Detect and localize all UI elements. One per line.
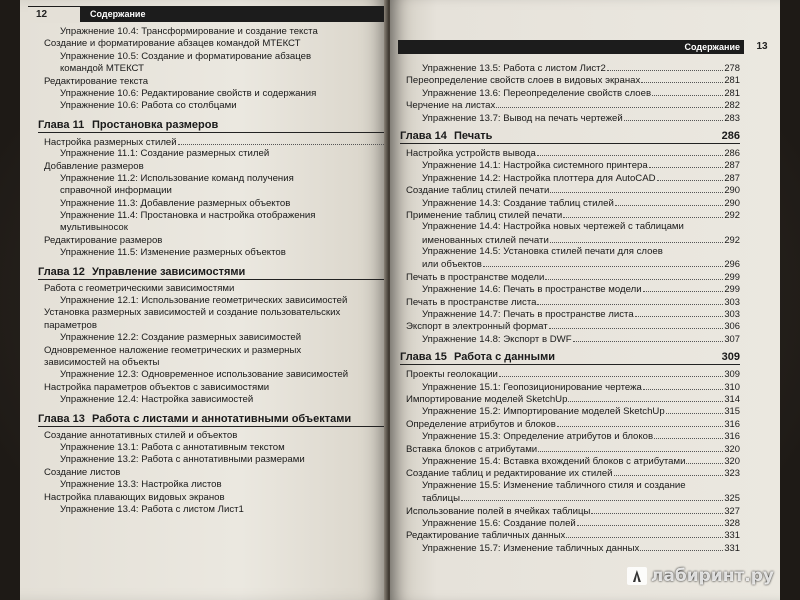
leader-dots: [245, 504, 389, 512]
toc-entry: [400, 505, 740, 517]
chapter-number: Глава 15: [400, 351, 447, 364]
toc-entry: [400, 184, 740, 196]
toc-entry: [400, 517, 740, 529]
toc-entry-page: 310: [724, 380, 740, 392]
toc-entry: [38, 430, 390, 442]
toc-entry: [38, 210, 390, 222]
toc-entry: [400, 172, 740, 184]
chapter-heading: [400, 129, 740, 144]
toc-entry: [38, 136, 390, 148]
leader-dots: [316, 210, 389, 218]
toc-entry-text: Упражнение 14.1: Настройка системного принтера: [422, 160, 648, 172]
toc-entry-text: Упражнение 13.2: Работа с аннотативными размерами: [60, 454, 305, 466]
toc-entry-page: 331: [724, 541, 740, 553]
toc-entry: [38, 492, 390, 504]
chapter-title: Простановка размеров: [92, 118, 219, 131]
toc-entry: [38, 51, 390, 63]
leader-dots: [173, 185, 389, 193]
toc-entry: [38, 76, 390, 88]
toc-entry-text: Упражнение 10.6: Работа со столбцами: [60, 100, 237, 112]
leader-dots: [549, 320, 724, 329]
toc-entry-text: Упражнение 12.2: Создание размерных зависимостей: [60, 332, 302, 344]
chapter-page: 309: [721, 351, 740, 364]
leader-dots: [286, 442, 389, 450]
chapter-heading: [400, 350, 740, 365]
toc-entry-text: Проекты геолокации: [406, 369, 498, 381]
toc-entry-page: 281: [724, 74, 740, 86]
toc-entry: [400, 62, 740, 74]
toc-entry-text: таблицы: [422, 493, 461, 505]
toc-entry: [38, 235, 390, 247]
leader-dots: [254, 394, 389, 402]
watermark: [627, 566, 774, 586]
toc-entry-page: 325: [724, 492, 740, 504]
toc-entry-text: Использование полей в ячейках таблицы: [406, 505, 591, 517]
toc-entry: [400, 99, 740, 111]
left-page-number: 12: [28, 7, 80, 23]
toc-entry: [38, 504, 390, 516]
toc-entry: [400, 87, 740, 99]
toc-entry-page: 316: [724, 417, 740, 429]
toc-entry: [400, 74, 740, 86]
toc-entry: [400, 296, 740, 308]
toc-entry-text: Настройка плавающих видовых экранов: [44, 491, 225, 503]
toc-entry-page: 309: [724, 368, 740, 380]
toc-entry-text: справочной информации: [60, 185, 172, 197]
chapter-number: Глава 14: [400, 129, 447, 142]
toc-entry-text: Вставка блоков с атрибутами: [406, 443, 538, 455]
leader-dots: [302, 345, 389, 353]
toc-entry-page: 286: [724, 146, 740, 158]
toc-entry-page: 299: [724, 283, 740, 295]
leader-dots: [287, 247, 389, 255]
toc-entry: [400, 320, 740, 332]
toc-entry-text: Настройка параметров объектов с зависимостями: [44, 381, 270, 393]
toc-entry-text: Упражнение 15.7: Изменение табличных данных: [422, 542, 640, 554]
leader-dots: [226, 492, 389, 500]
chapter-heading: [38, 118, 390, 133]
toc-entry-text: командой МТЕКСТ: [60, 63, 145, 75]
toc-entry-text: Печать в пространстве модели: [406, 271, 545, 283]
toc-entry-page: 316: [724, 430, 740, 442]
leader-dots: [685, 221, 739, 229]
chapter-title: Работа с данными: [454, 351, 555, 364]
toc-entry: [38, 320, 390, 332]
toc-entry-text: Добавление размеров: [44, 160, 144, 172]
right-page: [390, 0, 780, 600]
toc-entry-text: Создание аннотативных стилей и объектов: [44, 429, 238, 441]
toc-entry-text: Упражнение 14.3: Создание таблиц стилей: [422, 197, 614, 209]
toc-entry-text: Упражнение 10.4: Трансформирование и создание текста: [60, 26, 318, 37]
toc-entry-text: Редактирование табличных данных: [406, 530, 566, 542]
toc-entry-page: 307: [724, 332, 740, 344]
chapter-number: Глава 13: [38, 412, 85, 425]
toc-entry-text: Установка размерных зависимостей и создание пользовательских: [44, 307, 341, 319]
toc-entry-page: 327: [724, 504, 740, 516]
toc-entry-page: 287: [724, 171, 740, 183]
leader-dots: [666, 405, 724, 414]
toc-entry-text: Редактирование размеров: [44, 234, 163, 246]
leader-dots: [291, 198, 389, 206]
toc-entry: [400, 221, 740, 233]
leader-dots: [319, 26, 389, 34]
leader-dots: [641, 74, 723, 83]
toc-entry-text: Упражнение 12.1: Использование геометрических зависимостей: [60, 295, 348, 307]
toc-entry-text: Упражнение 11.1: Создание размерных стилей: [60, 148, 270, 160]
toc-entry-text: Упражнение 14.6: Печать в пространстве модели: [422, 284, 642, 296]
toc-entry: [38, 295, 390, 307]
leader-dots: [223, 479, 389, 487]
leader-dots: [652, 87, 723, 96]
left-toc: [38, 26, 390, 516]
leader-dots: [654, 430, 723, 439]
toc-entry-page: 290: [724, 196, 740, 208]
leader-dots: [238, 100, 389, 108]
toc-entry-page: 320: [724, 454, 740, 466]
toc-entry: [400, 283, 740, 295]
leader-dots: [341, 307, 389, 315]
toc-entry-text: Создание листов: [44, 466, 121, 478]
leader-dots: [537, 296, 723, 305]
toc-entry-text: Редактирование текста: [44, 75, 149, 87]
leader-dots: [145, 161, 389, 169]
toc-entry-text: Настройка размерных стилей: [44, 136, 177, 148]
toc-entry-page: 320: [724, 442, 740, 454]
leader-dots: [624, 112, 724, 121]
toc-entry-text: Упражнение 12.3: Одновременное использование зависимостей: [60, 369, 349, 381]
toc-entry: [400, 368, 740, 380]
toc-entry-text: Упражнение 11.4: Простановка и настройка отображения: [60, 210, 316, 222]
toc-entry: [38, 88, 390, 100]
leader-dots: [640, 542, 723, 551]
leader-dots: [664, 246, 739, 254]
leader-dots: [499, 368, 723, 377]
toc-entry: [400, 271, 740, 283]
toc-entry-text: Упражнение 12.4: Настройка зависимостей: [60, 394, 254, 406]
toc-entry-page: 292: [724, 233, 740, 245]
toc-entry-text: Упражнение 13.5: Работа с листом Лист2: [422, 63, 606, 74]
toc-entry-text: Упражнение 10.6: Редактирование свойств и содержания: [60, 87, 317, 99]
toc-entry-text: Упражнение 13.4: Работа с листом Лист1: [60, 503, 244, 515]
toc-entry: [400, 246, 740, 258]
toc-entry-text: Переопределение свойств слоев в видовых экранах: [406, 75, 641, 87]
toc-entry-page: 281: [724, 86, 740, 98]
toc-entry-text: Упражнение 15.3: Определение атрибутов и блоков: [422, 431, 654, 443]
right-running-header: [398, 40, 780, 54]
chapter-title: Печать: [454, 129, 493, 142]
toc-entry: [400, 492, 740, 504]
toc-entry-page: 303: [724, 295, 740, 307]
leader-dots: [163, 235, 389, 243]
toc-entry-page: 306: [724, 320, 740, 332]
toc-entry-text: Применение таблиц стилей печати: [406, 209, 563, 221]
leader-dots: [607, 62, 723, 71]
toc-entry-page: 299: [724, 270, 740, 282]
toc-entry-page: 278: [724, 62, 740, 73]
chapter-heading: [38, 412, 390, 427]
toc-entry-text: Упражнение 11.2: Использование команд получения: [60, 172, 294, 184]
chapter-number: Глава 12: [38, 265, 85, 278]
toc-entry: [400, 393, 740, 405]
leader-dots: [635, 308, 724, 317]
toc-entry: [38, 148, 390, 160]
leader-dots: [349, 369, 389, 377]
toc-entry: [38, 307, 390, 319]
leader-dots: [557, 418, 723, 427]
leader-dots: [573, 333, 724, 342]
toc-entry-page: 315: [724, 405, 740, 417]
leader-dots: [566, 529, 723, 538]
toc-entry-text: Упражнение 15.6: Создание полей: [422, 517, 576, 529]
toc-entry-text: Одновременное наложение геометрических и размерных: [44, 344, 302, 356]
toc-entry-text: Работа с геометрическими зависимостями: [44, 282, 235, 294]
toc-entry: [400, 480, 740, 492]
toc-entry-page: 292: [724, 208, 740, 220]
toc-entry-text: именованных стилей печати: [422, 234, 549, 246]
toc-entry: [400, 467, 740, 479]
toc-entry-text: Экспорт в электронный формат: [406, 321, 548, 333]
toc-entry: [400, 443, 740, 455]
toc-entry: [38, 198, 390, 210]
toc-entry: [400, 112, 740, 124]
leader-dots: [178, 136, 384, 145]
toc-entry: [400, 234, 740, 246]
right-toc: [400, 62, 740, 554]
toc-entry: [400, 308, 740, 320]
leader-dots: [643, 283, 724, 292]
toc-entry: [38, 63, 390, 75]
toc-entry-text: Создание таблиц стилей печати: [406, 185, 550, 197]
toc-entry: [38, 345, 390, 357]
toc-entry: [38, 467, 390, 479]
left-header-title: Содержание: [90, 9, 146, 19]
leader-dots: [687, 480, 739, 488]
leader-dots: [129, 222, 389, 230]
toc-entry-text: Упражнение 15.5: Изменение табличного стиля и создание: [422, 479, 686, 491]
toc-entry: [400, 430, 740, 442]
toc-entry: [38, 283, 390, 295]
leader-dots: [295, 173, 389, 181]
toc-entry-text: Упражнение 13.1: Работа с аннотативным текстом: [60, 441, 285, 453]
toc-entry-text: Упражнение 14.7: Печать в пространстве листа: [422, 309, 634, 321]
toc-entry-text: Упражнение 11.5: Изменение размерных объектов: [60, 247, 286, 259]
toc-entry: [400, 333, 740, 345]
toc-entry-text: Упражнение 14.4: Настройка новых чертежей с таблицами: [422, 221, 684, 233]
leader-dots: [649, 159, 724, 168]
toc-entry-page: 282: [724, 99, 740, 111]
toc-entry: [400, 381, 740, 393]
leader-dots: [145, 63, 389, 71]
watermark-text: лабиринт.ру: [650, 566, 774, 586]
toc-entry-text: Упражнение 15.2: Импортирование моделей SketchUp: [422, 406, 665, 418]
toc-entry-text: Импортирование моделей SketchUp: [406, 393, 568, 405]
toc-entry: [38, 332, 390, 344]
chapter-title: Работа с листами и аннотативными объектами: [92, 412, 352, 425]
toc-entry-text: Упражнение 15.1: Геопозиционирование чертежа: [422, 381, 642, 393]
leader-dots: [614, 467, 724, 476]
toc-entry-text: Упражнение 10.5: Создание и форматирование абзацев: [60, 50, 312, 62]
toc-entry: [38, 161, 390, 173]
toc-entry: [400, 159, 740, 171]
toc-entry: [38, 479, 390, 491]
leader-dots: [461, 492, 723, 501]
leader-dots: [235, 283, 389, 291]
toc-entry-page: 323: [724, 467, 740, 479]
toc-entry-text: мультивыносок: [60, 222, 128, 234]
leader-dots: [270, 382, 389, 390]
toc-entry: [38, 222, 390, 234]
toc-entry-page: 287: [724, 159, 740, 171]
toc-entry: [400, 405, 740, 417]
toc-entry-page: 303: [724, 308, 740, 320]
toc-entry: [38, 173, 390, 185]
toc-entry: [400, 197, 740, 209]
leader-dots: [538, 443, 723, 452]
toc-entry: [38, 185, 390, 197]
toc-entry-page: 290: [724, 184, 740, 196]
toc-entry-text: Упражнение 14.2: Настройка плоттера для AutoCAD: [422, 172, 656, 184]
toc-entry: [38, 26, 390, 38]
toc-entry: [38, 38, 390, 50]
leader-dots: [483, 258, 723, 267]
toc-entry: [38, 442, 390, 454]
toc-entry-text: зависимостей на объекты: [44, 356, 160, 368]
leader-dots: [496, 99, 723, 108]
right-page-number: 13: [744, 40, 780, 54]
leader-dots: [591, 505, 723, 514]
toc-entry-text: Упражнение 11.3: Добавление размерных объектов: [60, 197, 291, 209]
toc-entry-text: Упражнение 13.6: Переопределение свойств слоев: [422, 87, 652, 99]
leader-dots: [317, 88, 389, 96]
toc-entry-text: Упражнение 14.8: Экспорт в DWF: [422, 333, 572, 345]
chapter-number: Глава 11: [38, 118, 85, 131]
toc-entry-text: Упражнение 13.7: Вывод на печать чертежей: [422, 112, 623, 124]
toc-entry-text: параметров: [44, 319, 97, 331]
toc-entry: [38, 357, 390, 369]
leader-dots: [302, 38, 389, 46]
toc-entry-page: 283: [724, 111, 740, 123]
toc-entry: [38, 369, 390, 381]
leader-dots: [568, 393, 723, 402]
leader-dots: [270, 148, 389, 156]
leader-dots: [306, 454, 389, 462]
chapter-heading: [38, 265, 390, 280]
toc-entry: [400, 258, 740, 270]
leader-dots: [160, 357, 389, 365]
leader-dots: [545, 271, 723, 280]
toc-entry: [38, 100, 390, 112]
leader-dots: [563, 209, 723, 218]
leader-dots: [238, 430, 389, 438]
toc-entry-text: Упражнение 15.4: Вставка вхождений блоков с атрибутами: [422, 455, 686, 467]
leader-dots: [302, 332, 389, 340]
toc-entry-text: или объектов: [422, 259, 482, 271]
toc-entry-text: Создание таблиц и редактирование их стилей: [406, 468, 613, 480]
leader-dots: [577, 517, 724, 526]
toc-entry-text: Печать в пространстве листа: [406, 296, 537, 308]
toc-entry-text: Создание и форматирование абзацев командой МТЕКСТ: [44, 38, 301, 50]
leader-dots: [348, 295, 389, 303]
toc-entry: [38, 382, 390, 394]
chapter-page: 286: [721, 129, 740, 142]
toc-entry: [38, 454, 390, 466]
toc-entry-text: Упражнение 13.3: Настройка листов: [60, 479, 222, 491]
toc-entry-text: Упражнение 14.5: Установка стилей печати для слоев: [422, 246, 663, 258]
leader-dots: [615, 197, 724, 206]
toc-entry-page: 314: [724, 392, 740, 404]
leader-dots: [121, 467, 389, 475]
leader-dots: [312, 51, 389, 59]
leader-dots: [643, 381, 723, 390]
toc-entry: [400, 147, 740, 159]
leader-dots: [149, 76, 389, 84]
leader-dots: [686, 455, 723, 464]
leader-dots: [98, 320, 389, 328]
toc-entry-text: Настройка устройств вывода: [406, 147, 536, 159]
toc-entry: [400, 542, 740, 554]
right-header-title: Содержание: [684, 42, 740, 52]
toc-entry: [400, 209, 740, 221]
toc-entry-page: 296: [724, 258, 740, 270]
left-page: [20, 0, 388, 600]
toc-entry-text: Определение атрибутов и блоков: [406, 418, 556, 430]
chapter-title: Управление зависимостями: [92, 265, 246, 278]
leader-dots: [550, 184, 723, 193]
toc-entry-page: 328: [724, 516, 740, 528]
toc-entry: [38, 394, 390, 406]
toc-entry: [400, 418, 740, 430]
leader-dots: [537, 147, 724, 156]
left-running-header: [28, 6, 398, 22]
leader-dots: [657, 172, 724, 181]
toc-entry: [38, 247, 390, 259]
labirint-logo-icon: [627, 567, 647, 585]
toc-entry: [400, 529, 740, 541]
toc-entry-text: Черчение на листах: [406, 100, 496, 112]
leader-dots: [550, 234, 724, 243]
toc-entry-page: 331: [724, 529, 740, 541]
toc-entry: [400, 455, 740, 467]
